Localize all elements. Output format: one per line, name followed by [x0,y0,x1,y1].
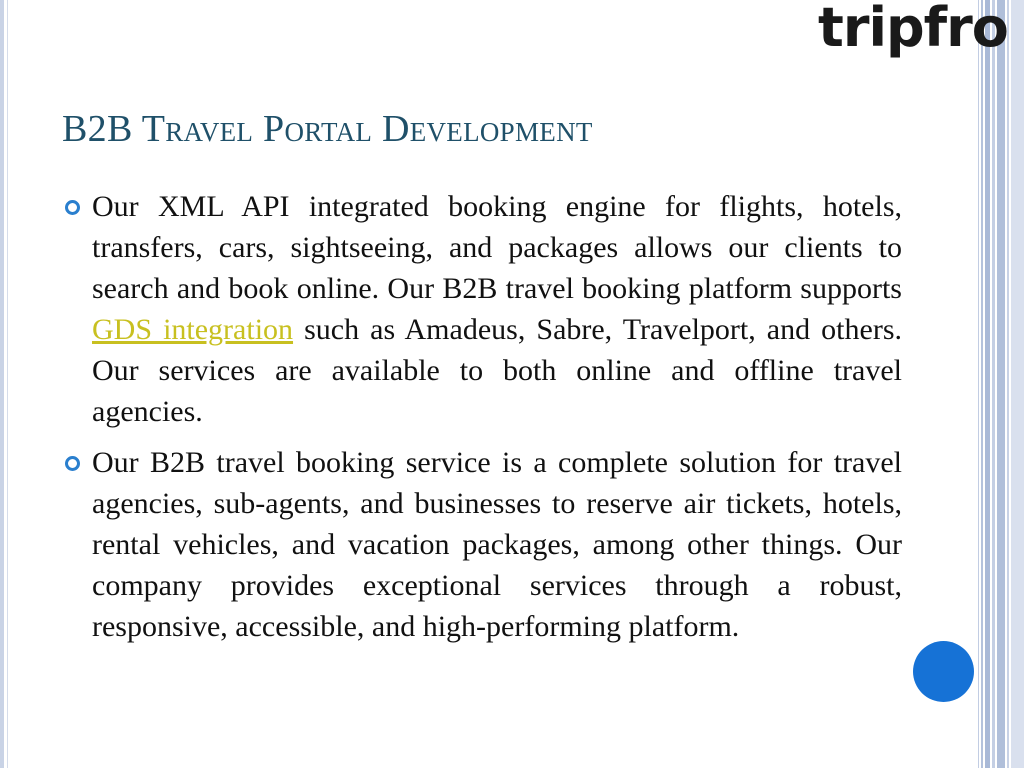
brand-logo: tripfro [818,0,1008,59]
gds-integration-link[interactable]: GDS integration [92,313,294,346]
bullet-item [62,442,902,647]
decorative-circle [913,641,974,702]
right-stripe [978,0,979,768]
right-stripe [1007,0,1009,768]
bullet-text [92,186,902,432]
right-stripe [985,0,990,768]
slide-body [62,186,902,657]
ring-bullet-icon [65,200,80,215]
bullet-text-part: such as Amadeus, Sabre, Travelport, and others. Our services are available to both online and offline travel agencies. [92,313,902,428]
right-stripe [997,0,1005,768]
slide-title: B2B Travel Portal Development [62,108,593,150]
right-stripe [981,0,983,768]
left-border-line [7,0,8,768]
right-stripe [1011,0,1024,768]
ring-bullet-icon [65,456,80,471]
bullet-text: Our B2B travel booking service is a complete solution for travel agencies, sub-agents, and businesses to reserve air tickets, hotels, rental vehicles, and vacation packages, among other things. Our company provides exceptional services through a robust, responsive, accessible, and high-performing platform. [92,446,902,643]
bullet-item [62,186,902,432]
bullet-text-part: Our XML API integrated booking engine for flights, hotels, transfers, cars, sightseeing, and packages allows our clients to search and book online. Our B2B travel booking platform supports [92,190,902,305]
left-border [0,0,4,768]
right-stripe [992,0,995,768]
